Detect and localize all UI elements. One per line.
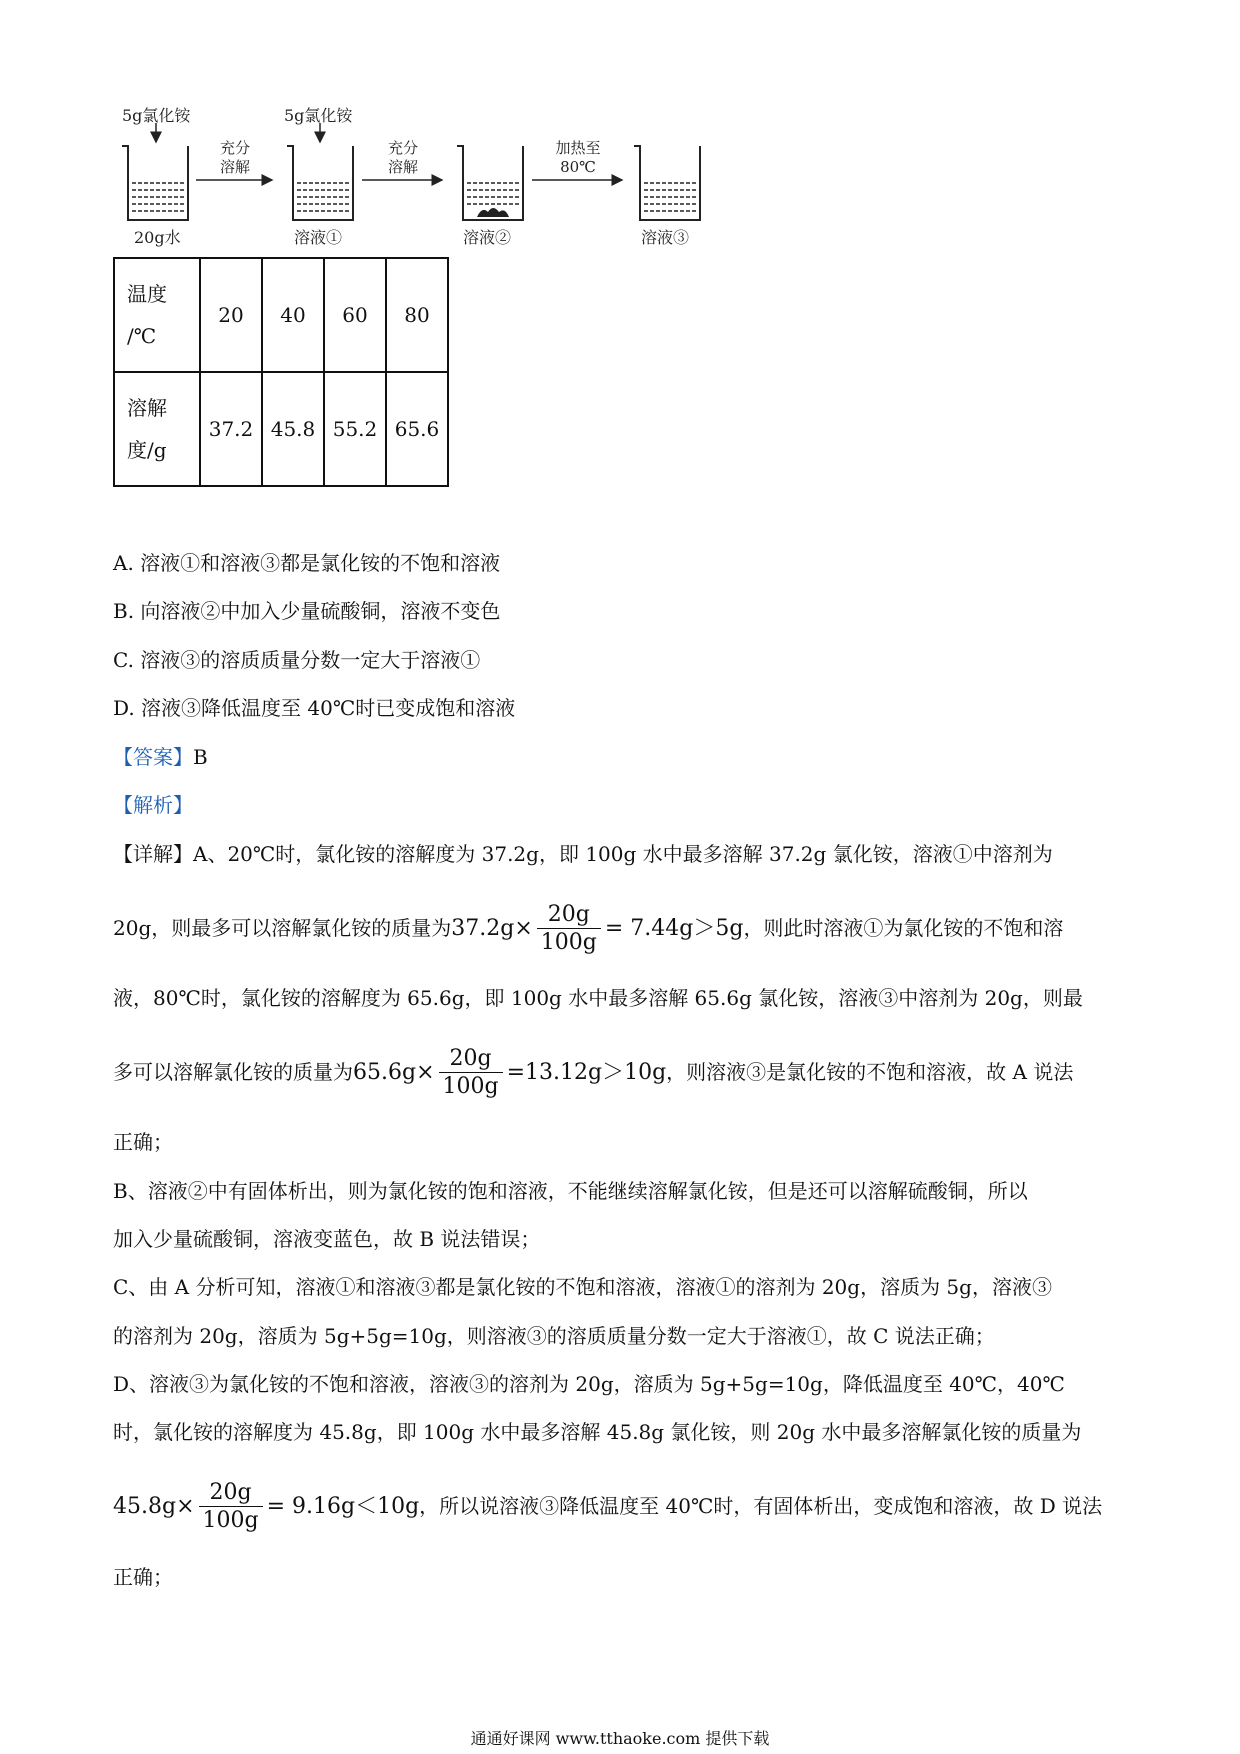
- detail-line-12: 45.8g× $\frac{20g}{100g}$ = 9.16g＜10g，所以说溶液③降低温度至 40℃时，有固体析出，变成饱和溶液，故 D 说法: [113, 1480, 1103, 1533]
- detail-line-13: 正确；: [113, 1565, 173, 1589]
- detail-line-5: 正确；: [113, 1130, 173, 1154]
- temperature-header: 温度 /℃: [114, 258, 200, 372]
- detail-line-11: 时，氯化铵的溶解度为 45.8g，即 100g 水中最多溶解 45.8g 氯化铵，则 20g 水中最多溶解氯化铵的质量为: [113, 1420, 1082, 1444]
- detail-line-2: 20g，则最多可以溶解氯化铵的质量为37.2g× $\frac{20g}{100g}$ = 7.44g＞5g，则此时溶液①为氯化铵的不饱和溶: [113, 902, 1064, 955]
- beaker-label-solution-1: 溶液①: [294, 228, 343, 247]
- detail-line-4: 多可以溶解氯化铵的质量为65.6g× $\frac{20g}{100g}$ =13.12g＞10g，则溶液③是氯化铵的不饱和溶液，故 A 说法: [113, 1046, 1074, 1099]
- beaker-diagram-svg: [0, 0, 720, 250]
- temperature-cell: 60: [324, 258, 386, 372]
- solubility-cell: 65.6: [386, 372, 448, 486]
- temperature-cell: 40: [262, 258, 324, 372]
- beaker-4: [634, 146, 700, 220]
- option-b: B. 向溶液②中加入少量硫酸铜，溶液不变色: [113, 599, 501, 623]
- precipitate-icon: [477, 208, 509, 217]
- beaker-label-solution-2: 溶液②: [463, 228, 512, 247]
- temperature-cell: 20: [200, 258, 262, 372]
- add-salt-label-1: 5g氯化铵: [122, 106, 191, 125]
- detail-line-6: B、溶液②中有固体析出，则为氯化铵的饱和溶液，不能继续溶解氯化铵，但是还可以溶解硫酸铜，所以: [113, 1179, 1028, 1203]
- temperature-cell: 80: [386, 258, 448, 372]
- beaker-2: [287, 123, 353, 220]
- step-label-3: 加热至 80℃: [555, 139, 601, 176]
- beaker-3: [457, 146, 523, 220]
- solubility-header: 溶解 度/g: [114, 372, 200, 486]
- beaker-label-solution-3: 溶液③: [641, 228, 690, 247]
- fraction: $\frac{20g}{100g}$: [199, 1480, 263, 1535]
- solubility-cell: 37.2: [200, 372, 262, 486]
- step-label-1: 充分 溶解: [219, 139, 250, 176]
- beaker-label-water: 20g水: [134, 228, 181, 247]
- math-expression: 37.2g×: [451, 916, 533, 941]
- add-salt-label-2: 5g氯化铵: [284, 106, 353, 125]
- answer-line: [113, 743, 208, 771]
- beaker-1: [122, 123, 188, 220]
- detail-line-7: 加入少量硫酸铜，溶液变蓝色，故 B 说法错误；: [113, 1227, 541, 1251]
- detail-line-9: 的溶剂为 20g，溶质为 5g+5g=10g，则溶液③的溶质质量分数一定大于溶液①，故 C 说法正确；: [113, 1324, 995, 1348]
- table-row: [114, 258, 448, 372]
- analysis-label: 【解析】: [113, 793, 193, 817]
- solubility-cell: 45.8: [262, 372, 324, 486]
- detail-label: 【详解】: [113, 842, 193, 866]
- detail-line-1: 【详解】A、20℃时，氯化铵的溶解度为 37.2g，即 100g 水中最多溶解 37.2g 氯化铵，溶液①中溶剂为: [113, 842, 1053, 866]
- answer-label: 【答案】: [113, 745, 193, 769]
- math-expression: 45.8g×: [113, 1494, 195, 1519]
- option-d: D. 溶液③降低温度至 40℃时已变成饱和溶液: [113, 696, 516, 720]
- math-expression: 65.6g×: [353, 1060, 435, 1085]
- fraction: $\frac{20g}{100g}$: [537, 902, 601, 957]
- solubility-table: [113, 257, 449, 487]
- fraction: $\frac{20g}{100g}$: [439, 1046, 503, 1101]
- detail-line-3: 液，80℃时，氯化铵的溶解度为 65.6g，即 100g 水中最多溶解 65.6g 氯化铵，溶液③中溶剂为 20g，则最: [113, 986, 1083, 1010]
- option-a: A. 溶液①和溶液③都是氯化铵的不饱和溶液: [113, 551, 501, 575]
- answer-value: B: [193, 745, 208, 769]
- option-c: C. 溶液③的溶质质量分数一定大于溶液①: [113, 648, 481, 672]
- step-label-2: 充分 溶解: [387, 139, 418, 176]
- detail-line-10: D、溶液③为氯化铵的不饱和溶液，溶液③的溶剂为 20g，溶质为 5g+5g=10g，降低温度至 40℃，40℃: [113, 1372, 1065, 1396]
- detail-line-8: C、由 A 分析可知，溶液①和溶液③都是氯化铵的不饱和溶液，溶液①的溶剂为 20g，溶质为 5g，溶液③: [113, 1275, 1052, 1299]
- table-row: [114, 372, 448, 486]
- solubility-cell: 55.2: [324, 372, 386, 486]
- page-footer: 通通好课网 www.tthaoke.com 提供下载: [470, 1729, 770, 1748]
